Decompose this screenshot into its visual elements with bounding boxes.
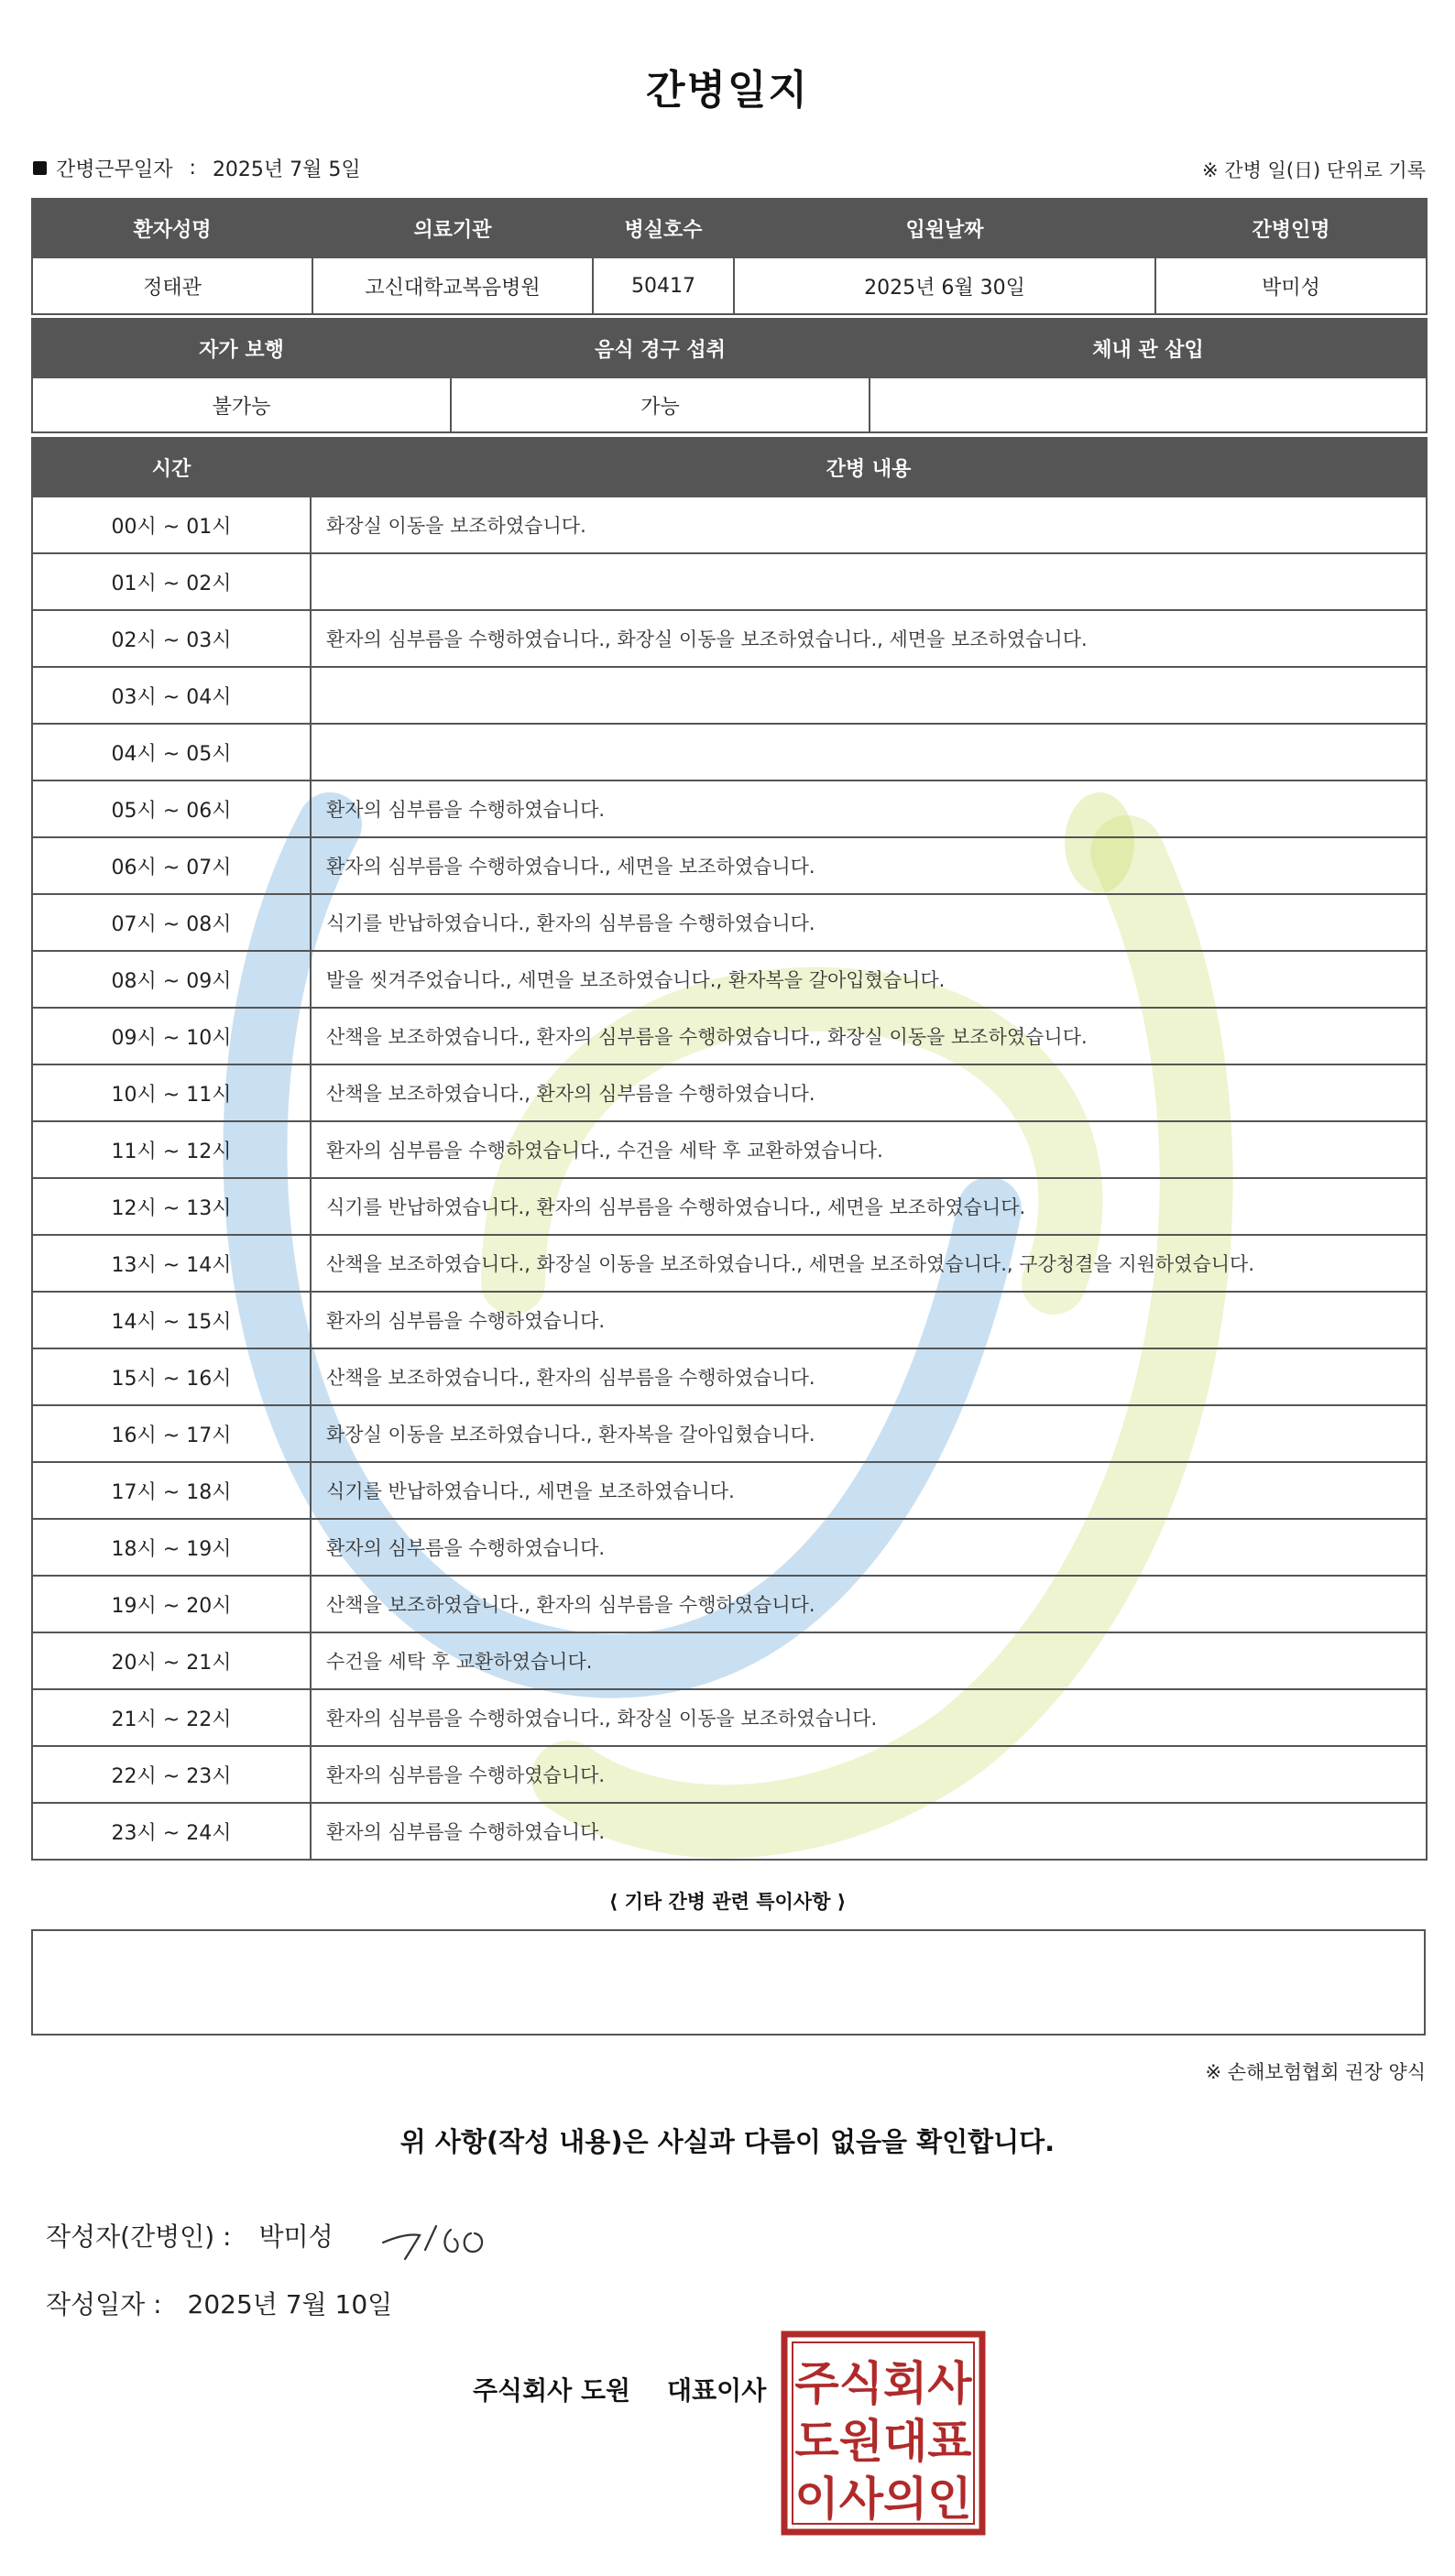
work-date — [33, 154, 361, 182]
written-date-value: 2025년 7월 10일 — [187, 2289, 393, 2319]
care-log-time: 10시 ~ 11시 — [32, 1064, 311, 1121]
care-log-row — [32, 610, 1427, 667]
care-log-time: 06시 ~ 07시 — [32, 837, 311, 894]
caregiver-name: 박미성 — [1155, 257, 1427, 314]
care-log-time: 19시 ~ 20시 — [32, 1576, 311, 1632]
header-self-walking: 자가 보행 — [32, 319, 451, 377]
header-patient-name: 환자성명 — [32, 199, 312, 257]
care-log-content: 식기를 반납하였습니다., 세면을 보조하였습니다. — [311, 1462, 1427, 1519]
care-log-time: 13시 ~ 14시 — [32, 1235, 311, 1292]
care-log-content: 발을 씻겨주었습니다., 세면을 보조하였습니다., 환자복을 갈아입혔습니다. — [311, 951, 1427, 1008]
care-log-row — [32, 1689, 1427, 1746]
care-log-time: 15시 ~ 16시 — [32, 1348, 311, 1405]
care-log-content: 화장실 이동을 보조하였습니다., 환자복을 갈아입혔습니다. — [311, 1405, 1427, 1462]
seal-line-2: 도원대표 — [794, 2415, 972, 2468]
patient-info-value-row — [32, 257, 1427, 314]
care-log-time: 02시 ~ 03시 — [32, 610, 311, 667]
header-tube-insertion: 체내 관 삽입 — [870, 319, 1427, 377]
care-log-time: 17시 ~ 18시 — [32, 1462, 311, 1519]
care-log-time: 14시 ~ 15시 — [32, 1292, 311, 1348]
care-log-time: 03시 ~ 04시 — [32, 667, 311, 724]
care-log-time: 00시 ~ 01시 — [32, 497, 311, 553]
unit-note: ※ 간병 일(日) 단위로 기록 — [1202, 159, 1426, 181]
care-log-body — [32, 497, 1427, 1860]
care-log-row — [32, 1746, 1427, 1803]
header-care-content: 간병 내용 — [311, 438, 1427, 497]
form-note: ※ 손해보험협회 권장 양식 — [1205, 2061, 1426, 2083]
care-log-content — [311, 724, 1427, 780]
company-name: 주식회사 도원 — [473, 2375, 631, 2406]
care-log-row — [32, 780, 1427, 837]
hospital-name: 고신대학교복음병원 — [312, 257, 593, 314]
admission-date: 2025년 6월 30일 — [734, 257, 1155, 314]
care-log-time: 01시 ~ 02시 — [32, 553, 311, 610]
ceo-title: 대표이사 — [667, 2375, 767, 2406]
care-log-content: 수건을 세탁 후 교환하였습니다. — [311, 1632, 1427, 1689]
care-log-row — [32, 1348, 1427, 1405]
care-log-content: 식기를 반납하였습니다., 환자의 심부름을 수행하였습니다., 세면을 보조하였습니다. — [311, 1178, 1427, 1235]
care-log-row — [32, 497, 1427, 553]
writer-name: 박미성 — [258, 2221, 334, 2252]
care-log-content: 산책을 보조하였습니다., 화장실 이동을 보조하였습니다., 세면을 보조하였습니다., 구강청결을 지원하였습니다. — [311, 1235, 1427, 1292]
care-log-time: 23시 ~ 24시 — [32, 1803, 311, 1860]
care-log-content: 환자의 심부름을 수행하였습니다. — [311, 1519, 1427, 1576]
care-log-content — [311, 667, 1427, 724]
care-log-row — [32, 1121, 1427, 1178]
care-log-content: 환자의 심부름을 수행하였습니다., 세면을 보조하였습니다. — [311, 837, 1427, 894]
care-log-row — [32, 553, 1427, 610]
status-header-row — [32, 319, 1427, 377]
care-log-content: 환자의 심부름을 수행하였습니다. — [311, 1746, 1427, 1803]
care-log-content: 환자의 심부름을 수행하였습니다. — [311, 1803, 1427, 1860]
handwritten-signature — [377, 2210, 515, 2265]
seal-line-3: 이사의인 — [794, 2472, 972, 2526]
care-log-time: 16시 ~ 17시 — [32, 1405, 311, 1462]
written-date-label: 작성일자 : — [46, 2289, 162, 2319]
header-hospital: 의료기관 — [312, 199, 593, 257]
seal-line-1: 주식회사 — [794, 2357, 972, 2410]
work-date-separator: : — [189, 157, 196, 180]
care-log-time: 20시 ~ 21시 — [32, 1632, 311, 1689]
care-log-content: 환자의 심부름을 수행하였습니다. — [311, 1292, 1427, 1348]
remarks-box — [31, 1929, 1426, 2036]
work-date-value: 2025년 7월 5일 — [212, 158, 361, 181]
care-log-content: 산책을 보조하였습니다., 환자의 심부름을 수행하였습니다. — [311, 1348, 1427, 1405]
written-date-line — [46, 2285, 392, 2321]
care-log-content: 환자의 심부름을 수행하였습니다., 화장실 이동을 보조하였습니다. — [311, 1689, 1427, 1746]
company-seal-stamp — [781, 2330, 986, 2536]
care-log-time: 18시 ~ 19시 — [32, 1519, 311, 1576]
care-log-content: 환자의 심부름을 수행하였습니다., 수건을 세탁 후 교환하였습니다. — [311, 1121, 1427, 1178]
care-log-time: 04시 ~ 05시 — [32, 724, 311, 780]
header-oral-intake: 음식 경구 섭취 — [451, 319, 870, 377]
care-log-row — [32, 1576, 1427, 1632]
room-number: 50417 — [593, 257, 734, 314]
header-admission-date: 입원날짜 — [734, 199, 1155, 257]
patient-info-table — [31, 198, 1428, 315]
tube-insertion-value — [870, 377, 1427, 432]
care-log-content: 식기를 반납하였습니다., 환자의 심부름을 수행하였습니다. — [311, 894, 1427, 951]
status-table — [31, 318, 1428, 433]
care-log-row — [32, 667, 1427, 724]
care-log-header-row — [32, 438, 1427, 497]
care-log-time: 05시 ~ 06시 — [32, 780, 311, 837]
care-log-content: 산책을 보조하였습니다., 환자의 심부름을 수행하였습니다., 화장실 이동을 보조하였습니다. — [311, 1008, 1427, 1064]
work-date-label: 간병근무일자 — [56, 158, 173, 181]
care-log-row — [32, 951, 1427, 1008]
care-log-time: 22시 ~ 23시 — [32, 1746, 311, 1803]
oral-intake-value: 가능 — [451, 377, 870, 432]
care-log-row — [32, 894, 1427, 951]
care-log-time: 07시 ~ 08시 — [32, 894, 311, 951]
care-log-content: 산책을 보조하였습니다., 환자의 심부름을 수행하였습니다. — [311, 1064, 1427, 1121]
care-log-row — [32, 1632, 1427, 1689]
self-walking-value: 불가능 — [32, 377, 451, 432]
status-value-row — [32, 377, 1427, 432]
writer-label: 작성자(간병인) : — [46, 2221, 232, 2252]
care-log-row — [32, 1178, 1427, 1235]
care-log-row — [32, 1803, 1427, 1860]
care-log-content: 환자의 심부름을 수행하였습니다., 화장실 이동을 보조하였습니다., 세면을 보조하였습니다. — [311, 610, 1427, 667]
header-caregiver-name: 간병인명 — [1155, 199, 1427, 257]
care-log-content: 산책을 보조하였습니다., 환자의 심부름을 수행하였습니다. — [311, 1576, 1427, 1632]
care-log-content: 환자의 심부름을 수행하였습니다. — [311, 780, 1427, 837]
care-log-row — [32, 724, 1427, 780]
remarks-title: ⟨ 기타 간병 관련 특이사항 ⟩ — [608, 1891, 847, 1913]
care-log-time: 09시 ~ 10시 — [32, 1008, 311, 1064]
bullet-square-icon — [33, 161, 47, 175]
header-room: 병실호수 — [593, 199, 734, 257]
care-log-row — [32, 1292, 1427, 1348]
header-time: 시간 — [32, 438, 311, 497]
care-log-content — [311, 553, 1427, 610]
care-log-row — [32, 837, 1427, 894]
confirmation-statement: 위 사항(작성 내용)은 사실과 다름이 없음을 확인합니다. — [399, 2126, 1056, 2157]
patient-info-header-row — [32, 199, 1427, 257]
care-log-time: 08시 ~ 09시 — [32, 951, 311, 1008]
care-log-time: 11시 ~ 12시 — [32, 1121, 311, 1178]
company-line — [473, 2371, 766, 2407]
care-log-row — [32, 1008, 1427, 1064]
care-log-row — [32, 1519, 1427, 1576]
patient-name: 정태관 — [32, 257, 312, 314]
care-log-row — [32, 1462, 1427, 1519]
care-log-row — [32, 1405, 1427, 1462]
care-log-table — [31, 437, 1428, 1861]
care-log-row — [32, 1235, 1427, 1292]
care-log-row — [32, 1064, 1427, 1121]
care-log-content: 화장실 이동을 보조하였습니다. — [311, 497, 1427, 553]
writer-line — [46, 2217, 334, 2254]
document-title: 간병일지 — [645, 67, 809, 114]
care-log-time: 21시 ~ 22시 — [32, 1689, 311, 1746]
care-log-time: 12시 ~ 13시 — [32, 1178, 311, 1235]
